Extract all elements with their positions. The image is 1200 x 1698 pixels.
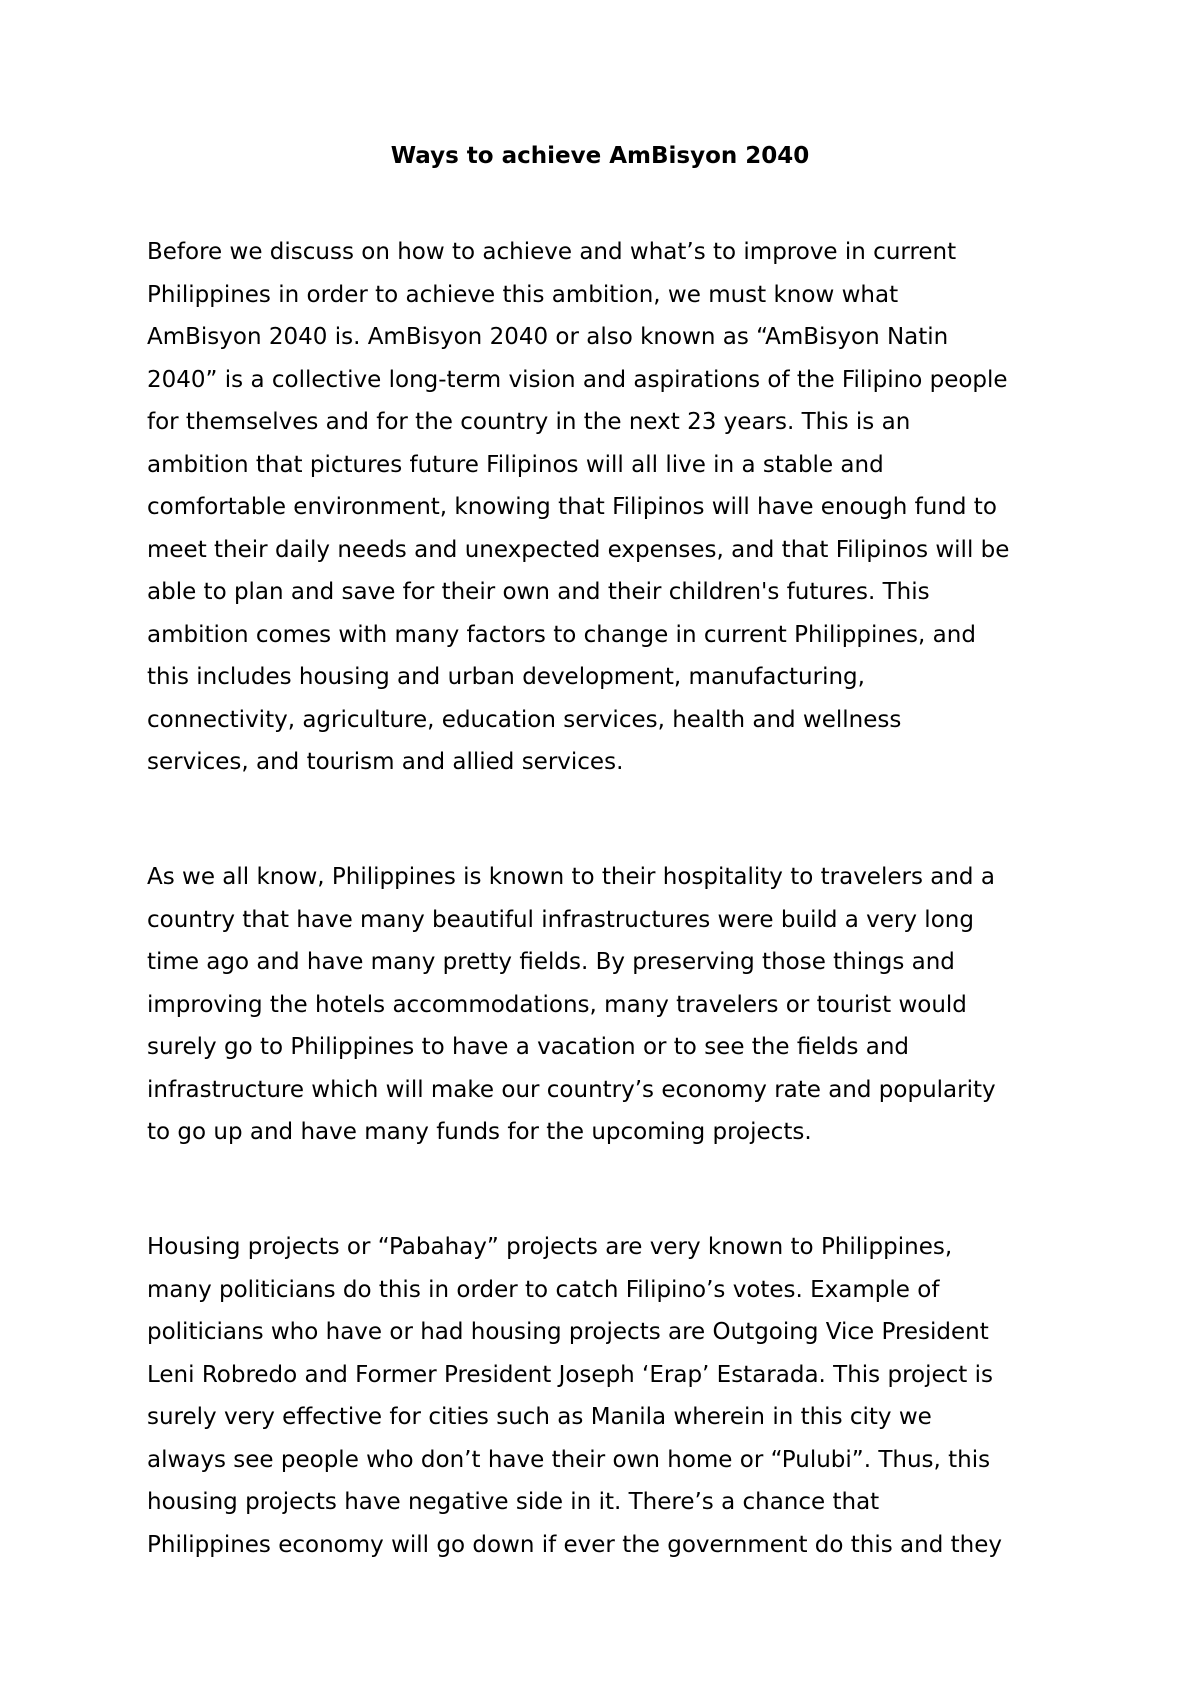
text-line: meet their daily needs and unexpected expenses, and that Filipinos will be: [147, 536, 1010, 563]
text-line: improving the hotels accommodations, many travelers or tourist would: [147, 991, 967, 1018]
text-line: 2040” is a collective long-term vision and aspirations of the Filipino people: [147, 366, 1008, 393]
paragraph-2: [147, 856, 1087, 1154]
text-line: Leni Robredo and Former President Joseph ‘Erap’ Estarada. This project is: [147, 1361, 993, 1388]
text-line: country that have many beautiful infrastructures were build a very long: [147, 906, 974, 933]
text-line: many politicians do this in order to catch Filipino’s votes. Example of: [147, 1276, 940, 1303]
text-line: surely very effective for cities such as Manila wherein in this city we: [147, 1404, 932, 1430]
text-line: AmBisyon 2040 is. AmBisyon 2040 or also known as “AmBisyon Natin: [147, 324, 949, 350]
text-line: to go up and have many funds for the upcoming projects.: [147, 1119, 812, 1145]
text-line: politicians who have or had housing projects are Outgoing Vice President: [147, 1319, 989, 1345]
text-line: Before we discuss on how to achieve and what’s to improve in current: [147, 239, 957, 265]
text-line: infrastructure which will make our country’s economy rate and popularity: [147, 1076, 996, 1103]
text-line: ambition that pictures future Filipinos will all live in a stable and: [147, 451, 884, 478]
text-line: Housing projects or “Pabahay” projects are very known to Philippines,: [147, 1234, 953, 1260]
text-line: surely go to Philippines to have a vacation or to see the fields and: [147, 1034, 910, 1060]
document-title: Ways to achieve AmBisyon 2040: [390, 143, 810, 169]
text-line: Philippines in order to achieve this ambition, we must know what: [147, 281, 899, 308]
text-line: time ago and have many pretty fields. By preserving those things and: [147, 949, 955, 975]
text-line: connectivity, agriculture, education services, health and wellness: [147, 706, 902, 733]
paragraph-1: [147, 231, 1087, 784]
text-line: As we all know, Philippines is known to their hospitality to travelers and a: [147, 864, 995, 890]
paragraph-3: [147, 1226, 1087, 1566]
text-line: services, and tourism and allied services.: [147, 749, 624, 775]
text-line: ambition comes with many factors to change in current Philippines, and: [147, 621, 976, 648]
text-line: comfortable environment, knowing that Filipinos will have enough fund to: [147, 494, 997, 520]
text-line: this includes housing and urban development, manufacturing,: [147, 664, 865, 690]
text-line: for themselves and for the country in the next 23 years. This is an: [147, 409, 911, 435]
text-line: always see people who don’t have their own home or “Pulubi”. Thus, this: [147, 1446, 991, 1473]
text-line: able to plan and save for their own and their children's futures. This: [147, 579, 930, 605]
text-line: Philippines economy will go down if ever the government do this and they: [147, 1531, 1002, 1558]
text-line: housing projects have negative side in it. There’s a chance that: [147, 1489, 880, 1515]
